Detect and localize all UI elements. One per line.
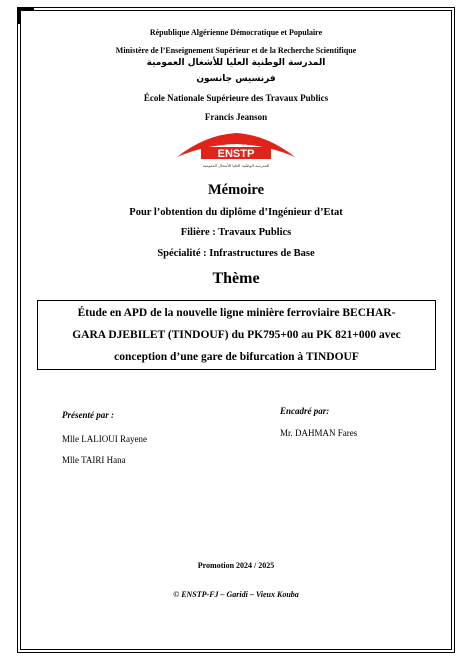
school-name: École Nationale Supérieure des Travaux Publics: [143, 93, 329, 103]
thesis-title-line: Étude en APD de la nouvelle ligne minière ferroviaire BECHAR-: [77, 307, 396, 319]
memoire-title: Mémoire: [207, 182, 265, 198]
theme-heading: Thème: [212, 270, 260, 287]
francis-jeanson: Francis Jeanson: [204, 112, 268, 122]
republic-line: République Algérienne Démocratique et Populaire: [149, 28, 323, 37]
promotion: Promotion 2024 / 2025: [197, 561, 275, 570]
logo-text: ENSTP: [217, 148, 255, 160]
specialite: Spécialité : Infrastructures de Base: [157, 248, 315, 259]
page-corner-ornament: [17, 7, 34, 24]
logo-arabic-text: المدرسة الوطنية العليا للأشغال العمومية: [202, 163, 270, 168]
supervised-label: Encadré par:: [280, 406, 330, 416]
thesis-title-line: conception d’une gare de bifurcation à TINDOUF: [114, 351, 359, 363]
filiere: Filière : Travaux Publics: [180, 227, 292, 238]
memoire-purpose: Pour l’obtention du diplôme d’Ingénieur d’Etat: [129, 207, 343, 218]
supervisor-name: Mr. DAHMAN Fares: [280, 428, 358, 438]
thesis-title-line: GARA DJEBILET (TINDOUF) du PK795+00 au PK 821+000 avec: [72, 329, 401, 341]
student-name: Mlle LALIOUI Rayene: [62, 434, 147, 444]
thesis-title-box: [37, 300, 436, 370]
student-name: Mlle TAIRI Hana: [62, 455, 126, 465]
enstp-logo: [175, 131, 297, 171]
presented-label: Présenté par :: [62, 410, 114, 420]
francis-arabic-line: فرنسيس جانسون: [196, 74, 276, 84]
copyright: © ENSTP-FJ – Garidi – Vieux Kouba: [173, 590, 299, 599]
school-arabic-line: المدرسة الوطنية العليا للأشغال العمومية: [146, 58, 326, 68]
ministry-line: Ministère de l’Enseignement Supérieur et de la Recherche Scientifique: [115, 46, 357, 55]
